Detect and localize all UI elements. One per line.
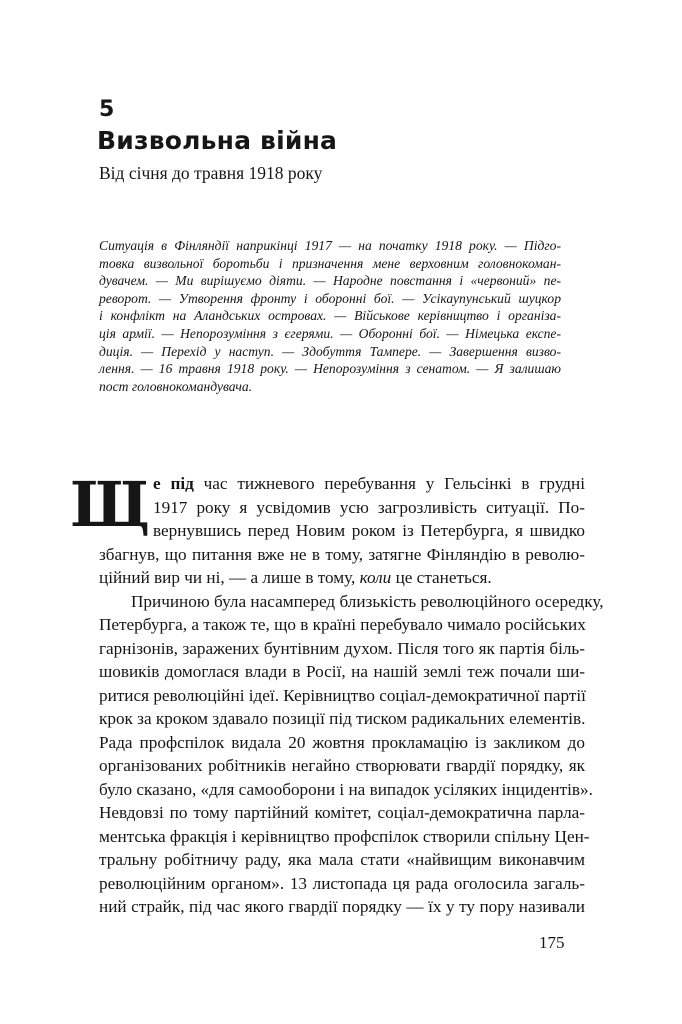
- drop-cap: Щ: [70, 468, 148, 541]
- summary-line: ція армії. — Непорозуміння з єгерями. — Оборонні бої. — Німецька експе-: [99, 325, 561, 341]
- body-line: крок за кроком здавало позиції під тиском радикальних елементів.: [99, 709, 586, 728]
- body-text: [99, 472, 604, 919]
- body-line: збагнув, що питання вже не в тому, затягне Фінляндію в револю-: [99, 544, 585, 564]
- body-line-text: час тижневого перебування у Гельсінкі в грудні: [193, 474, 585, 493]
- body-line: ментська фракція і керівництво профспілок створили спільну Цен-: [99, 826, 590, 846]
- body-line: було сказано, «для самооборони і на випадок усіляких інцидентів».: [99, 779, 593, 799]
- body-line: ний страйк, під час якого гвардії порядку — їх у ту пору називали: [99, 897, 585, 916]
- body-line: [99, 566, 585, 590]
- body-line: [99, 472, 585, 496]
- summary-line: товка визвольної боротьби і призначення мене верховним головнокоман-: [99, 255, 561, 271]
- body-line-text: це станеться.: [391, 568, 492, 587]
- summary-line: диція. — Перехід у наступ. — Здобуття Тампере. — Завершення визво-: [99, 343, 561, 359]
- summary-line: пост головнокомандувача.: [99, 378, 253, 394]
- body-line: шовиків домоглася влади в Росії, на нашій землі теж почали ши-: [99, 662, 585, 681]
- body-line: гарнізонів, заражених бунтівним духом. Після того як партія біль-: [99, 638, 585, 658]
- body-line: ритися революційні ідеї. Керівництво соціал-демократичної партії: [99, 685, 586, 705]
- body-line: Невдовзі по тому партійний комітет, соціал-демократична парла-: [99, 803, 585, 822]
- page-number: 175: [539, 933, 565, 952]
- chapter-subtitle: Від січня до травня 1918 року: [99, 163, 323, 183]
- summary-line: реворот. — Утворення фронту і оборонні бої. — Усікаупунський шуцкор: [99, 290, 561, 306]
- chapter-title: Визвольна війна: [97, 126, 338, 155]
- chapter-number: 5: [99, 97, 115, 122]
- body-line: організованих робітників негайно створювати гвардії порядку, як: [99, 756, 585, 775]
- body-line: Причиною була насамперед близькість революційного осередку,: [131, 591, 604, 611]
- italic-word: коли: [359, 568, 392, 587]
- summary-line: і конфлікт на Аландських островах. — Військове керівництво і організа-: [99, 308, 561, 324]
- body-line: 1917 року я усвідомив усю загрозливість ситуації. По-: [153, 497, 585, 517]
- chapter-summary: [99, 237, 561, 395]
- body-line: тральну робітничу раду, яка мала стати «найвищим виконавчим: [99, 850, 585, 869]
- body-line: Петербурга, а також те, що в країні перебувало чимало російських: [99, 615, 586, 634]
- summary-line: Ситуація в Фінляндії наприкінці 1917 — на початку 1918 року. — Підго-: [99, 238, 561, 253]
- summary-line: лення. — 16 травня 1918 року. — Непорозуміння з сенатом. — Я залишаю: [99, 361, 561, 377]
- body-line: Рада профспілок видала 20 жовтня прокламацію із закликом до: [99, 732, 585, 752]
- body-line-text: ційний вир чи ні, — а лише в тому,: [99, 568, 360, 587]
- summary-line: дувачем. — Ми вирішуємо діяти. — Народне повстання і «червоний» пе-: [99, 273, 561, 289]
- body-line: вернувшись перед Новим роком із Петербурга, я швидко: [153, 521, 585, 540]
- body-line: революційним органом». 13 листопада ця рада оголосила загаль-: [99, 873, 585, 893]
- first-word-bold: е під: [153, 474, 194, 493]
